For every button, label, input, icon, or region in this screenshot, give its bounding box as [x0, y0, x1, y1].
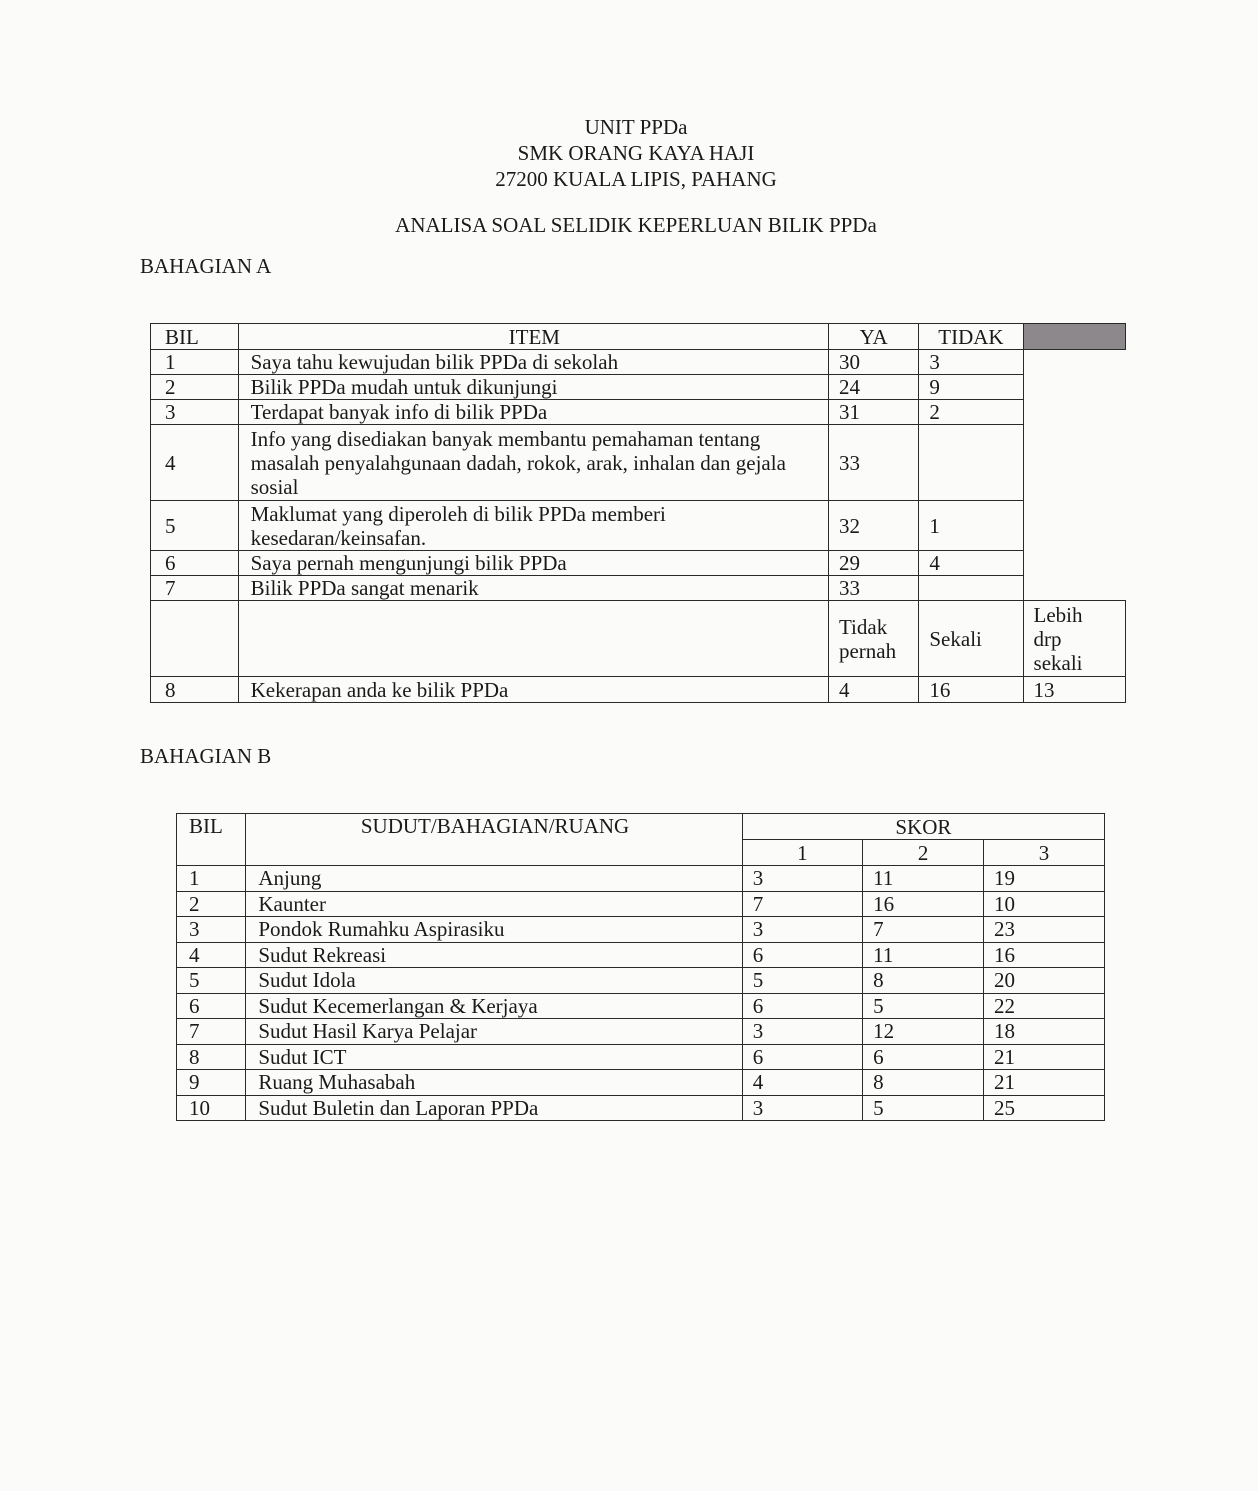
section-b-label: BAHAGIAN B	[140, 744, 272, 768]
cell-s1: 3	[742, 917, 862, 943]
section-a-label: BAHAGIAN A	[140, 254, 272, 278]
cell-name: Anjung	[246, 866, 742, 892]
cell-tidak: 3	[919, 350, 1023, 375]
table-row	[177, 968, 1105, 994]
cell-s2: 6	[863, 1044, 984, 1070]
cell-item: Info yang disediakan banyak membantu pemahaman tentang masalah penyalahgunaan dadah, rokok, arak, inhalan dan gejala sosial	[238, 425, 828, 501]
header-skor-3: 3	[984, 840, 1105, 866]
cell-s2: 12	[863, 1019, 984, 1045]
section-a-table	[150, 323, 1126, 703]
cell-tidak: 9	[919, 375, 1023, 400]
header-ya: YA	[828, 324, 918, 350]
freq-more: 13	[1023, 677, 1125, 703]
cell-bil: 7	[151, 576, 239, 601]
cell-bil: 4	[177, 942, 246, 968]
cell-ya: 30	[828, 350, 918, 375]
cell-bil: 2	[177, 891, 246, 917]
cell-ya: 32	[828, 501, 918, 551]
cell-tidak	[919, 425, 1023, 501]
table-row	[151, 350, 1126, 375]
cell-ya: 24	[828, 375, 918, 400]
header-skor: SKOR	[742, 814, 1104, 840]
header-tidak: TIDAK	[919, 324, 1023, 350]
cell-s3: 19	[984, 866, 1105, 892]
cell-bil: 3	[177, 917, 246, 943]
cell-s2: 8	[863, 968, 984, 994]
table-row	[151, 501, 1126, 551]
freq-item: Kekerapan anda ke bilik PPDa	[238, 677, 828, 703]
table-row	[177, 917, 1105, 943]
table-row	[177, 1019, 1105, 1045]
cell-s3: 16	[984, 942, 1105, 968]
cell-item: Maklumat yang diperoleh di bilik PPDa memberi kesedaran/keinsafan.	[238, 501, 828, 551]
cell-bil: 7	[177, 1019, 246, 1045]
cell-s2: 7	[863, 917, 984, 943]
cell-tidak	[919, 576, 1023, 601]
header-skor-1: 1	[742, 840, 862, 866]
cell-s2: 11	[863, 942, 984, 968]
cell-bil: 8	[177, 1044, 246, 1070]
table-row	[151, 375, 1126, 400]
header-name: SUDUT/BAHAGIAN/RUANG	[246, 814, 742, 866]
freq-bil: 8	[151, 677, 239, 703]
header-skor-2: 2	[863, 840, 984, 866]
cell-ya: 31	[828, 400, 918, 425]
cell-tidak: 2	[919, 400, 1023, 425]
school-address: 27200 KUALA LIPIS, PAHANG	[495, 167, 777, 191]
cell-bil: 4	[151, 425, 239, 501]
cell-item: Saya tahu kewujudan bilik PPDa di sekolah	[238, 350, 828, 375]
cell-tidak: 1	[919, 501, 1023, 551]
cell-s3: 20	[984, 968, 1105, 994]
cell-s1: 3	[742, 866, 862, 892]
cell-s3: 23	[984, 917, 1105, 943]
cell-name: Sudut Idola	[246, 968, 742, 994]
header-bil: BIL	[177, 814, 246, 866]
freq-never: 4	[828, 677, 918, 703]
freq-once: 16	[919, 677, 1023, 703]
cell-tidak: 4	[919, 551, 1023, 576]
table-row	[177, 993, 1105, 1019]
table-row	[151, 400, 1126, 425]
cell-name: Kaunter	[246, 891, 742, 917]
cell-bil: 2	[151, 375, 239, 400]
header-item: ITEM	[238, 324, 828, 350]
cell-s1: 3	[742, 1095, 862, 1121]
cell-bil: 6	[177, 993, 246, 1019]
cell-name: Sudut Kecemerlangan & Kerjaya	[246, 993, 742, 1019]
freq-header-more: Lebih drp sekali	[1023, 601, 1125, 677]
cell-item: Saya pernah mengunjungi bilik PPDa	[238, 551, 828, 576]
cell-s2: 11	[863, 866, 984, 892]
freq-empty-item	[238, 601, 828, 677]
cell-s3: 10	[984, 891, 1105, 917]
table-row	[151, 576, 1126, 601]
table-row	[177, 1044, 1105, 1070]
cell-s3: 22	[984, 993, 1105, 1019]
freq-empty-bil	[151, 601, 239, 677]
cell-s1: 6	[742, 942, 862, 968]
table-row	[151, 425, 1126, 501]
table-row	[177, 866, 1105, 892]
cell-name: Ruang Muhasabah	[246, 1070, 742, 1096]
cell-bil: 10	[177, 1095, 246, 1121]
cell-s3: 21	[984, 1070, 1105, 1096]
cell-item: Terdapat banyak info di bilik PPDa	[238, 400, 828, 425]
cell-s3: 21	[984, 1044, 1105, 1070]
cell-bil: 5	[177, 968, 246, 994]
freq-header-never: Tidak pernah	[828, 601, 918, 677]
table-row	[151, 551, 1126, 576]
cell-name: Pondok Rumahku Aspirasiku	[246, 917, 742, 943]
cell-s1: 3	[742, 1019, 862, 1045]
cell-s1: 7	[742, 891, 862, 917]
table-row	[177, 891, 1105, 917]
cell-ya: 33	[828, 576, 918, 601]
cell-name: Sudut Rekreasi	[246, 942, 742, 968]
cell-ya: 33	[828, 425, 918, 501]
school-name: SMK ORANG KAYA HAJI	[517, 141, 755, 165]
cell-s2: 8	[863, 1070, 984, 1096]
cell-ya: 29	[828, 551, 918, 576]
table-row	[177, 942, 1105, 968]
section-b-table	[176, 813, 1105, 1121]
cell-bil: 3	[151, 400, 239, 425]
header-bil: BIL	[151, 324, 239, 350]
cell-name: Sudut ICT	[246, 1044, 742, 1070]
table-row	[177, 1095, 1105, 1121]
cell-s2: 5	[863, 993, 984, 1019]
cell-s1: 5	[742, 968, 862, 994]
cell-s2: 5	[863, 1095, 984, 1121]
unit-name: UNIT PPDa	[584, 115, 688, 139]
shaded-cell	[1023, 324, 1125, 350]
cell-bil: 6	[151, 551, 239, 576]
cell-item: Bilik PPDa mudah untuk dikunjungi	[238, 375, 828, 400]
cell-bil: 1	[177, 866, 246, 892]
cell-s2: 16	[863, 891, 984, 917]
document-title: ANALISA SOAL SELIDIK KEPERLUAN BILIK PPDa	[395, 213, 877, 237]
cell-bil: 9	[177, 1070, 246, 1096]
cell-bil: 1	[151, 350, 239, 375]
cell-item: Bilik PPDa sangat menarik	[238, 576, 828, 601]
cell-name: Sudut Buletin dan Laporan PPDa	[246, 1095, 742, 1121]
cell-bil: 5	[151, 501, 239, 551]
table-row	[177, 1070, 1105, 1096]
cell-s1: 4	[742, 1070, 862, 1096]
cell-name: Sudut Hasil Karya Pelajar	[246, 1019, 742, 1045]
document-header	[0, 114, 1258, 192]
cell-s3: 25	[984, 1095, 1105, 1121]
cell-s3: 18	[984, 1019, 1105, 1045]
cell-s1: 6	[742, 1044, 862, 1070]
freq-header-once: Sekali	[919, 601, 1023, 677]
cell-s1: 6	[742, 993, 862, 1019]
